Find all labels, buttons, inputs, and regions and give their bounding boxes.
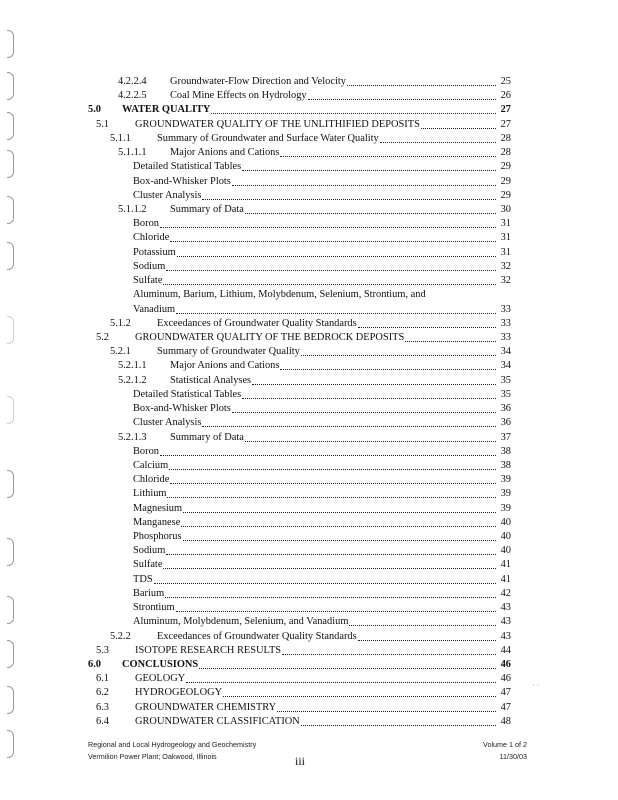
toc-dot-leader bbox=[169, 459, 496, 470]
toc-dot-leader bbox=[166, 544, 496, 555]
toc-section-title: Lithium bbox=[133, 488, 167, 500]
toc-entry bbox=[133, 274, 511, 288]
toc-section-number: 6.0 bbox=[88, 659, 101, 671]
toc-page-number: 39 bbox=[500, 474, 511, 486]
toc-section-number: 5.2.1 bbox=[110, 346, 131, 358]
toc-section-title: Chloride bbox=[133, 474, 170, 486]
toc-section-title: GEOLOGY bbox=[135, 673, 186, 685]
toc-section-title: Sodium bbox=[133, 260, 166, 272]
toc-entry bbox=[118, 374, 511, 388]
toc-section-title: Boron bbox=[133, 218, 159, 230]
toc-entry bbox=[110, 132, 511, 146]
toc-page-number: 41 bbox=[500, 573, 511, 585]
toc-dot-leader bbox=[211, 103, 496, 114]
footer-right bbox=[483, 739, 527, 763]
toc-page-number: 29 bbox=[500, 175, 511, 187]
toc-page-number: 30 bbox=[500, 203, 511, 215]
toc-entry bbox=[96, 715, 511, 729]
toc-section-title: Summary of Groundwater and Surface Water Quality bbox=[157, 132, 379, 144]
page-number: iii bbox=[295, 754, 306, 768]
toc-dot-leader bbox=[421, 118, 496, 129]
toc-section-title: Sulfate bbox=[133, 275, 163, 287]
toc-section-title: Cluster Analysis bbox=[133, 189, 202, 201]
toc-page-number: 39 bbox=[500, 488, 511, 500]
toc-page-number: 36 bbox=[500, 417, 511, 429]
toc-section-number: 5.1.1 bbox=[110, 132, 131, 144]
toc-section-title: Summary of Groundwater Quality bbox=[157, 346, 300, 358]
toc-section-title: Aluminum, Barium, Lithium, Molybdenum, Selenium, Strontium, and bbox=[133, 289, 426, 301]
toc-section-number: 5.0 bbox=[88, 104, 101, 116]
toc-section-number: 4.2.2.5 bbox=[118, 90, 147, 102]
toc-entry bbox=[96, 644, 511, 658]
toc-dot-leader bbox=[347, 75, 496, 86]
toc-page-number: 35 bbox=[500, 388, 511, 400]
toc-section-title: Manganese bbox=[133, 516, 181, 528]
toc-section-number: 4.2.2.4 bbox=[118, 76, 147, 87]
toc-dot-leader bbox=[242, 388, 496, 399]
toc-dot-leader bbox=[166, 260, 496, 271]
toc-page-number: 43 bbox=[500, 616, 511, 628]
toc-section-title: Barium bbox=[133, 587, 165, 599]
toc-entry bbox=[118, 359, 511, 373]
toc-section-title: GROUNDWATER QUALITY OF THE BEDROCK DEPOSITS bbox=[135, 331, 405, 343]
toc-section-title: Potassium bbox=[133, 246, 176, 258]
toc-entry bbox=[133, 502, 511, 516]
toc-dot-leader bbox=[223, 686, 496, 697]
toc-entry bbox=[133, 587, 511, 601]
toc-dot-leader bbox=[170, 231, 496, 242]
toc-entry bbox=[133, 459, 511, 473]
toc-dot-leader bbox=[358, 317, 496, 328]
toc-page-number: 41 bbox=[500, 559, 511, 571]
toc-page-number: 26 bbox=[500, 90, 511, 102]
toc-dot-leader bbox=[183, 502, 496, 513]
toc-section-number: 6.3 bbox=[96, 701, 109, 713]
toc-page-number: 28 bbox=[500, 132, 511, 144]
toc-page-number: 29 bbox=[500, 161, 511, 173]
footer-report-title: Regional and Local Hydrogeology and Geochemistry bbox=[88, 740, 257, 749]
toc-dot-leader bbox=[232, 402, 496, 413]
toc-section-title: GROUNDWATER CLASSIFICATION bbox=[135, 715, 300, 727]
scan-mark: · · bbox=[532, 681, 540, 690]
toc-entry bbox=[110, 345, 511, 359]
toc-dot-leader bbox=[181, 516, 496, 527]
toc-page-number: 47 bbox=[500, 687, 511, 699]
toc-page-number: 27 bbox=[500, 118, 511, 130]
toc-page-number: 39 bbox=[500, 502, 511, 514]
toc-dot-leader bbox=[160, 217, 496, 228]
toc-section-title: TDS bbox=[133, 573, 153, 585]
toc-entry bbox=[133, 601, 511, 615]
toc-page-number: 40 bbox=[500, 516, 511, 528]
toc-section-title: HYDROGEOLOGY bbox=[135, 687, 223, 699]
toc-section-title: Summary of Data bbox=[170, 431, 244, 443]
toc-page-number: 32 bbox=[500, 260, 511, 272]
toc-entry bbox=[133, 189, 511, 203]
toc-section-number: 5.3 bbox=[96, 644, 109, 656]
toc-dot-leader bbox=[183, 530, 497, 541]
toc-dot-leader bbox=[301, 345, 496, 356]
toc-page-number: 33 bbox=[500, 303, 511, 315]
toc-entry bbox=[96, 686, 511, 700]
toc-page-number: 33 bbox=[500, 317, 511, 329]
toc-page-number: 31 bbox=[500, 218, 511, 230]
footer-site-location: Vermilion Power Plant; Oakwood, Illinois bbox=[88, 752, 217, 761]
toc-section-title: Box-and-Whisker Plots bbox=[133, 403, 231, 415]
toc-section-title: Statistical Analyses bbox=[170, 374, 252, 386]
toc-section-title: Strontium bbox=[133, 602, 175, 614]
toc-section-title: Sodium bbox=[133, 545, 166, 557]
toc-dot-leader bbox=[405, 331, 496, 342]
toc-entry bbox=[133, 487, 511, 501]
binder-ring-icon bbox=[7, 730, 14, 758]
toc-section-title: ISOTOPE RESEARCH RESULTS bbox=[135, 644, 282, 656]
toc-dot-leader bbox=[358, 630, 496, 641]
toc-page-number: 25 bbox=[500, 76, 511, 87]
toc-section-number: 5.2 bbox=[96, 331, 109, 343]
toc-section-title: CONCLUSIONS bbox=[122, 659, 199, 671]
toc-page-number: 37 bbox=[500, 431, 511, 443]
toc-entry bbox=[133, 530, 511, 544]
footer-date: 11/30/03 bbox=[499, 752, 527, 761]
toc-entry bbox=[88, 103, 511, 117]
toc-section-title: Vanadium bbox=[133, 303, 176, 315]
toc-entry bbox=[96, 118, 511, 132]
toc-section-number: 5.1.1.2 bbox=[118, 203, 147, 215]
toc-page-number: 43 bbox=[500, 630, 511, 642]
toc-page-number: 34 bbox=[500, 360, 511, 372]
toc-dot-leader bbox=[202, 189, 496, 200]
toc-entry bbox=[96, 701, 511, 715]
toc-page-number: 32 bbox=[500, 275, 511, 287]
toc-dot-leader bbox=[167, 487, 496, 498]
toc-section-title: Box-and-Whisker Plots bbox=[133, 175, 231, 187]
toc-section-title: Detailed Statistical Tables bbox=[133, 388, 242, 400]
toc-page-number: 44 bbox=[500, 644, 511, 656]
toc-page-number: 31 bbox=[500, 246, 511, 258]
toc-page-number: 43 bbox=[500, 602, 511, 614]
toc-entry bbox=[118, 89, 511, 103]
toc-entry bbox=[133, 473, 511, 487]
toc-entry bbox=[133, 160, 511, 174]
toc-page-number: 42 bbox=[500, 587, 511, 599]
toc-entry bbox=[133, 303, 511, 317]
toc-section-number: 5.1 bbox=[96, 118, 109, 130]
toc-entry bbox=[133, 175, 511, 189]
toc-page-number: 38 bbox=[500, 459, 511, 471]
toc-entry bbox=[133, 388, 511, 402]
toc-dot-leader bbox=[154, 573, 496, 584]
toc-dot-leader bbox=[301, 715, 496, 726]
toc-dot-leader bbox=[163, 558, 496, 569]
toc-section-title: Phosphorus bbox=[133, 531, 182, 543]
toc-dot-leader bbox=[280, 359, 496, 370]
toc-section-number: 5.2.2 bbox=[110, 630, 131, 642]
toc-section-title: GROUNDWATER CHEMISTRY bbox=[135, 701, 277, 713]
toc-section-title: Calcium bbox=[133, 459, 169, 471]
toc-entry bbox=[133, 246, 511, 260]
toc-section-title: Summary of Data bbox=[170, 203, 244, 215]
toc-section-title: Exceedances of Groundwater Quality Standards bbox=[157, 317, 357, 329]
toc-section-title: Major Anions and Cations bbox=[170, 360, 280, 372]
toc-dot-leader bbox=[380, 132, 496, 143]
toc-entry bbox=[133, 231, 511, 245]
toc-dot-leader bbox=[163, 274, 496, 285]
toc-dot-leader bbox=[277, 701, 496, 712]
toc-entry bbox=[133, 260, 511, 274]
toc-dot-leader bbox=[202, 416, 496, 427]
toc-page-number: 36 bbox=[500, 403, 511, 415]
toc-section-title: Cluster Analysis bbox=[133, 417, 202, 429]
toc-page-number: 40 bbox=[500, 531, 511, 543]
toc-page-number: 40 bbox=[500, 545, 511, 557]
toc-entry bbox=[133, 288, 426, 302]
toc-dot-leader bbox=[252, 374, 496, 385]
toc-page-number: 35 bbox=[500, 374, 511, 386]
toc-entry bbox=[133, 516, 511, 530]
toc-section-number: 5.1.1.1 bbox=[118, 147, 147, 159]
toc-dot-leader bbox=[232, 175, 496, 186]
toc-dot-leader bbox=[242, 160, 496, 171]
toc-dot-leader bbox=[170, 473, 496, 484]
footer-left bbox=[88, 739, 256, 763]
toc-section-title: Boron bbox=[133, 445, 159, 457]
toc-section-number: 6.4 bbox=[96, 715, 109, 727]
toc-dot-leader bbox=[282, 644, 496, 655]
toc-page-number: 33 bbox=[500, 331, 511, 343]
toc-entry bbox=[118, 431, 511, 445]
toc-entry bbox=[133, 558, 511, 572]
footer-volume: Volume 1 of 2 bbox=[483, 740, 527, 749]
toc-entry bbox=[133, 615, 511, 629]
toc-entry bbox=[118, 146, 511, 160]
toc-page-number: 29 bbox=[500, 189, 511, 201]
toc-section-title: Magnesium bbox=[133, 502, 183, 514]
toc-entry bbox=[110, 317, 511, 331]
toc-section-number: 5.2.1.2 bbox=[118, 374, 147, 386]
toc-dot-leader bbox=[245, 203, 496, 214]
toc-section-title: Groundwater-Flow Direction and Velocity bbox=[170, 76, 346, 87]
toc-section-title: Aluminum, Molybdenum, Selenium, and Vanadium bbox=[133, 616, 349, 628]
toc-entry bbox=[133, 217, 511, 231]
toc-page-number: 46 bbox=[500, 659, 511, 671]
toc-dot-leader bbox=[165, 587, 496, 598]
toc-entry bbox=[118, 75, 511, 89]
toc-section-number: 6.2 bbox=[96, 687, 109, 699]
toc-entry bbox=[110, 630, 511, 644]
toc-entry bbox=[96, 672, 511, 686]
toc-dot-leader bbox=[176, 601, 496, 612]
toc-section-number: 5.1.2 bbox=[110, 317, 131, 329]
toc-section-title: Detailed Statistical Tables bbox=[133, 161, 242, 173]
toc-page-number: 47 bbox=[500, 701, 511, 713]
toc-dot-leader bbox=[199, 658, 496, 669]
toc-entry bbox=[96, 331, 511, 345]
toc-entry bbox=[133, 416, 511, 430]
toc-page-number: 46 bbox=[500, 673, 511, 685]
toc-section-title: Coal Mine Effects on Hydrology bbox=[170, 90, 307, 102]
toc-section-number: 6.1 bbox=[96, 673, 109, 685]
toc-section-title: GROUNDWATER QUALITY OF THE UNLITHIFIED DEPOSITS bbox=[135, 118, 420, 130]
toc-section-number: 5.2.1.1 bbox=[118, 360, 147, 372]
toc-dot-leader bbox=[177, 246, 496, 257]
toc-entry bbox=[133, 573, 511, 587]
toc-section-title: Exceedances of Groundwater Quality Standards bbox=[157, 630, 357, 642]
toc-section-title: Major Anions and Cations bbox=[170, 147, 280, 159]
toc-dot-leader bbox=[160, 445, 496, 456]
toc-entry bbox=[118, 203, 511, 217]
toc-entry bbox=[133, 402, 511, 416]
toc-entry bbox=[88, 658, 511, 672]
toc-dot-leader bbox=[349, 615, 496, 626]
toc-dot-leader bbox=[308, 89, 496, 100]
toc-section-title: Sulfate bbox=[133, 559, 163, 571]
toc-entry bbox=[133, 445, 511, 459]
toc-page-number: 38 bbox=[500, 445, 511, 457]
toc-page-number: 48 bbox=[500, 715, 511, 727]
toc-dot-leader bbox=[186, 672, 496, 683]
toc-page-number: 27 bbox=[500, 104, 511, 116]
toc-dot-leader bbox=[176, 303, 496, 314]
toc-entry bbox=[133, 544, 511, 558]
toc-page-number: 31 bbox=[500, 232, 511, 244]
toc-section-title: WATER QUALITY bbox=[122, 104, 211, 116]
toc-page-number: 34 bbox=[500, 346, 511, 358]
toc-section-title: Chloride bbox=[133, 232, 170, 244]
toc-dot-leader bbox=[245, 431, 496, 442]
toc-page-number: 28 bbox=[500, 147, 511, 159]
toc-section-number: 5.2.1.3 bbox=[118, 431, 147, 443]
toc-dot-leader bbox=[280, 146, 496, 157]
